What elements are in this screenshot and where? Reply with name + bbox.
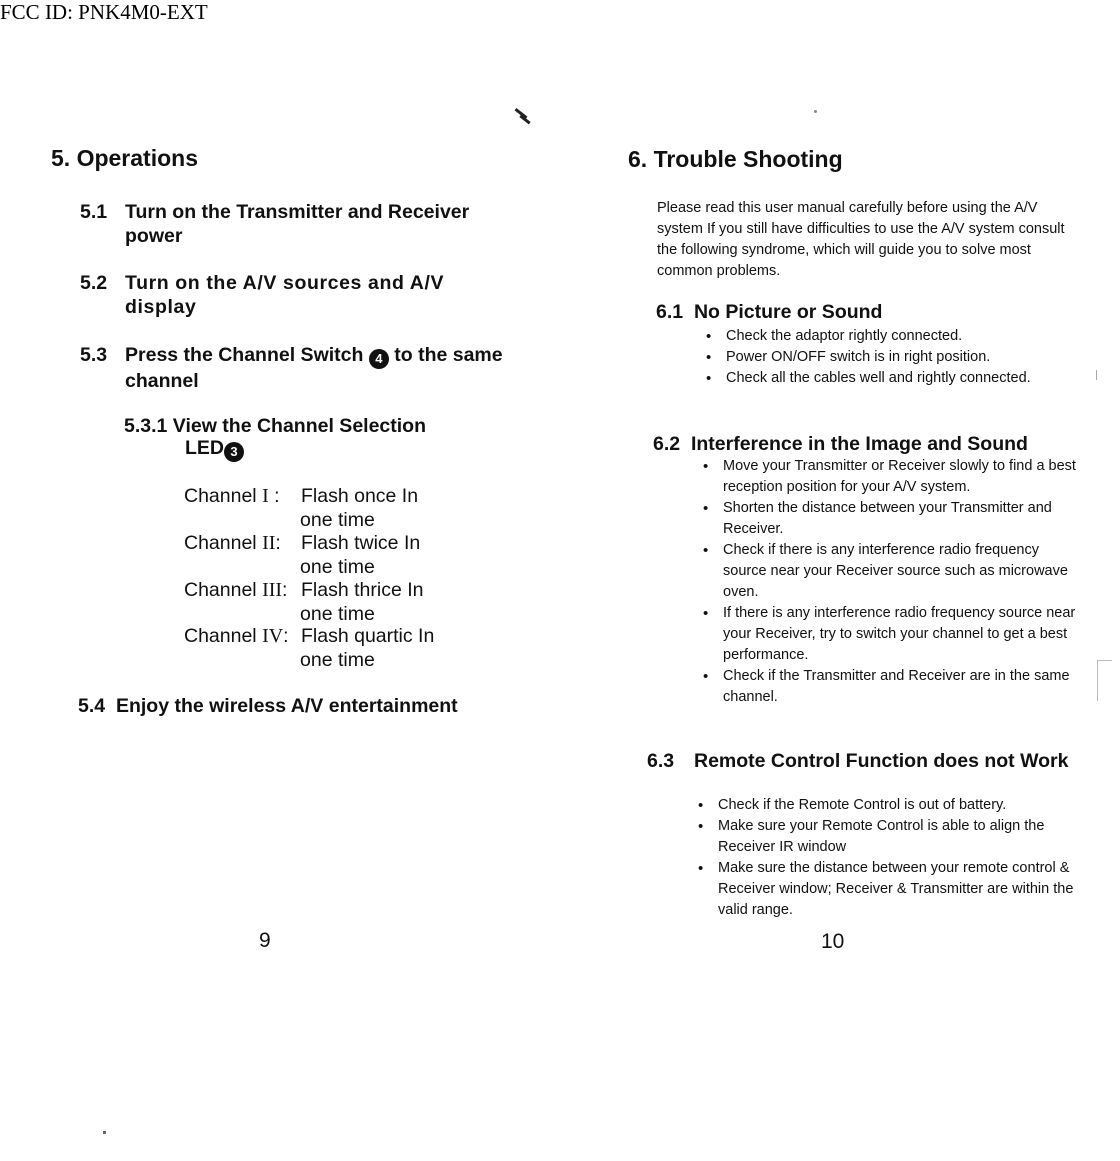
list-item: • Make sure your Remote Control is able to align the Receiver IR window bbox=[698, 816, 1078, 858]
list-item: • Power ON/OFF switch is in right position. bbox=[706, 347, 1078, 368]
channel-4-line2: one time bbox=[300, 649, 375, 671]
channel-1-line2: one time bbox=[300, 509, 375, 531]
led-label: LED bbox=[185, 437, 224, 459]
channel-3-label: Channel III: bbox=[184, 579, 288, 601]
channel-2-word: Channel bbox=[184, 532, 257, 554]
list-item: • Check if the Transmitter and Receiver are in the same channel. bbox=[703, 666, 1078, 708]
channel-3-word: Channel bbox=[184, 579, 257, 601]
list-item: • Make sure the distance between your remote control & Receiver window; Receiver & Transmitter are within the valid range. bbox=[698, 858, 1078, 921]
section-6-1-title: No Picture or Sound bbox=[693, 301, 883, 323]
operations-title: 5. Operations bbox=[51, 145, 198, 171]
section-6-3-title: Remote Control Function does not Work bbox=[694, 750, 1069, 772]
section-5-3-text bbox=[125, 343, 505, 393]
section-6-3-list bbox=[698, 795, 1078, 921]
section-6-1-heading bbox=[656, 300, 882, 324]
list-item: • Shorten the distance between your Transmitter and Receiver. bbox=[703, 498, 1078, 540]
channel-2-line1: Flash twice In bbox=[301, 532, 421, 554]
page-number-right: 10 bbox=[821, 930, 845, 953]
list-item: • If there is any interference radio frequency source near your Receiver, try to switch your channel to get a best performance. bbox=[703, 603, 1078, 666]
section-5-3-number: 5.3 bbox=[80, 344, 108, 366]
channel-4-word: Channel bbox=[184, 625, 257, 647]
section-6-2-list bbox=[703, 456, 1078, 708]
section-5-4-number: 5.4 bbox=[78, 695, 106, 717]
section-5-3-1-led bbox=[185, 437, 244, 462]
section-6-2-title: Interference in the Image and Sound bbox=[690, 433, 1028, 455]
channel-4-line1: Flash quartic In bbox=[301, 625, 435, 647]
section-5-1-text: Turn on the Transmitter and Receiver power bbox=[125, 201, 470, 247]
channel-3-roman: III bbox=[262, 579, 283, 601]
trouble-shooting-intro: Please read this user manual carefully before using the A/V system If you still have difficulties to use the A/V system consult the following syndrome, which will guide you to solve most common problems. bbox=[657, 200, 1065, 279]
channel-4-label: Channel IV: bbox=[184, 625, 289, 647]
trouble-shooting-title: 6. Trouble Shooting bbox=[628, 146, 843, 172]
led-badge: 3 bbox=[224, 442, 244, 462]
channel-1-line1: Flash once In bbox=[301, 485, 419, 507]
channel-switch-badge: 4 bbox=[369, 349, 389, 369]
page-number-left: 9 bbox=[259, 929, 271, 952]
channel-1-label: Channel I : bbox=[184, 485, 280, 507]
section-5-2-number: 5.2 bbox=[80, 272, 108, 294]
channel-1-word: Channel bbox=[184, 485, 257, 507]
section-6-2-number: 6.2 bbox=[653, 433, 681, 455]
section-5-3-text-after: to the same channel bbox=[125, 344, 503, 392]
list-item: • Move your Transmitter or Receiver slowly to find a best reception position for your A/V system. bbox=[703, 456, 1078, 498]
scan-speck bbox=[1097, 660, 1112, 701]
fcc-id-header: FCC ID: PNK4M0-EXT bbox=[0, 0, 208, 24]
section-5-4-text: Enjoy the wireless A/V entertainment bbox=[115, 695, 458, 717]
scan-speck bbox=[814, 110, 817, 113]
scan-speck bbox=[1096, 370, 1103, 380]
channel-2-label: Channel II: bbox=[184, 532, 281, 554]
channel-3-line2: one time bbox=[300, 603, 375, 625]
list-item: • Check if there is any interference radio frequency source near your Receiver source such as microwave oven. bbox=[703, 540, 1078, 603]
list-item: • Check the adaptor rightly connected. bbox=[706, 326, 1078, 347]
section-5-4 bbox=[78, 694, 458, 718]
section-5-1-number: 5.1 bbox=[80, 201, 108, 223]
section-6-2-heading bbox=[653, 432, 1028, 456]
scan-speck bbox=[103, 1131, 106, 1134]
section-5-3-1-text: View the Channel Selection bbox=[172, 415, 427, 437]
section-5-3-1-number: 5.3.1 bbox=[124, 415, 168, 437]
section-5-3-text-before: Press the Channel Switch bbox=[125, 344, 364, 366]
section-6-1-number: 6.1 bbox=[656, 301, 684, 323]
section-5-2-text: Turn on the A/V sources and A/V display bbox=[125, 272, 445, 318]
section-5-3-1-heading bbox=[124, 415, 426, 438]
channel-3-line1: Flash thrice In bbox=[301, 579, 424, 601]
channel-2-roman: II bbox=[262, 532, 276, 554]
channel-4-roman: IV bbox=[262, 625, 284, 647]
channel-1-roman: I bbox=[262, 485, 269, 507]
section-6-1-list bbox=[706, 326, 1078, 389]
list-item: • Check all the cables well and rightly connected. bbox=[706, 368, 1078, 389]
section-6-3-number: 6.3 bbox=[647, 750, 675, 772]
channel-2-line2: one time bbox=[300, 556, 375, 578]
list-item: • Check if the Remote Control is out of battery. bbox=[698, 795, 1078, 816]
